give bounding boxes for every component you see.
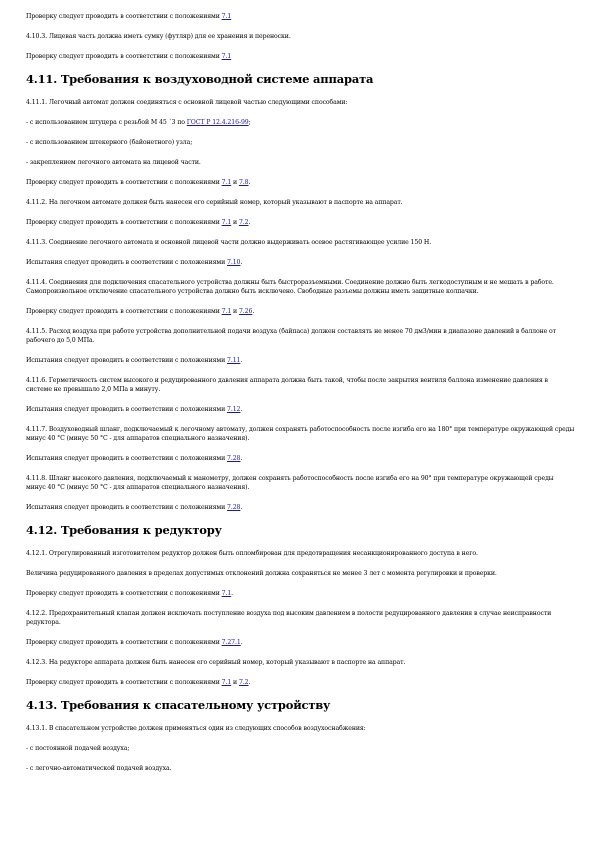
paragraph bbox=[26, 474, 575, 492]
text-run: 4.11.1. Легочный автомат должен соединяться с основной лицевой частью следующими способами: bbox=[26, 99, 348, 106]
text-run: 4.13.1. В спасательном устройстве должен применяться один из следующих способов воздухоснабжения: bbox=[26, 725, 366, 732]
paragraph bbox=[26, 405, 575, 414]
paragraph bbox=[26, 658, 575, 667]
text-run: 4.11.5. Расход воздуха при работе устройства дополнительной подачи воздуха (байпаса) должен составлять не менее 70 дм3/мин в диапазоне давлений в баллоне от рабочего до 5,0 МПа. bbox=[26, 328, 557, 344]
paragraph bbox=[26, 178, 575, 187]
text-run: 4.11.7. Воздуховодный шланг, подключаемый к легочному автомату, должен сохранять работоспособность после изгиба его на 180° при температуре окружающей среды минус 40 °С (минус 50 °С - для аппаратов специального назначения). bbox=[26, 426, 575, 442]
text-run: . bbox=[248, 679, 251, 686]
paragraph bbox=[26, 327, 575, 345]
text-run: и bbox=[231, 219, 239, 226]
paragraph bbox=[26, 724, 575, 733]
paragraph bbox=[26, 609, 575, 627]
text-run: Величина редуцированного давления в пределах допустимых отклонений должна сохраняться не менее 3 лет с момента регулировки и проверки. bbox=[26, 570, 497, 577]
text-run: Проверку следует проводить в соответствии с положениями bbox=[26, 308, 222, 315]
text-run: . bbox=[231, 590, 234, 597]
reference-link[interactable]: 7.1 bbox=[221, 53, 232, 60]
text-run: . bbox=[240, 639, 243, 646]
paragraph bbox=[26, 376, 575, 394]
text-run: - закреплением легочного автомата на лицевой части. bbox=[26, 159, 201, 166]
paragraph bbox=[26, 198, 575, 207]
paragraph bbox=[26, 678, 575, 687]
section-heading bbox=[26, 72, 575, 86]
text-run: 4.11.4. Соединения для подключения спасательного устройства должны быть быстроразъемными. Соединение должно быть легкодоступным и не мешать в работе. Самопроизвольное отключение спасательного устройства должно быть исключено. Свободные разъемы должны иметь защитные колпачки. bbox=[26, 279, 554, 295]
paragraph bbox=[26, 356, 575, 365]
text-run: . bbox=[240, 455, 243, 462]
text-run: ; bbox=[248, 119, 251, 126]
paragraph bbox=[26, 118, 575, 127]
reference-link[interactable]: 7.11 bbox=[227, 357, 241, 364]
section-heading bbox=[26, 523, 575, 537]
paragraph bbox=[26, 98, 575, 107]
reference-link[interactable]: 7.1 bbox=[221, 13, 232, 20]
text-run: - с использованием штуцера с резьбой М 45 ´3 по bbox=[26, 119, 187, 126]
paragraph bbox=[26, 764, 575, 773]
text-run: Проверку следует проводить в соответствии с положениями bbox=[26, 219, 222, 226]
paragraph bbox=[26, 12, 575, 21]
text-run: 4.10.3. Лицевая часть должна иметь сумку (футляр) для ее хранения и переноски. bbox=[26, 33, 291, 40]
text-run: и bbox=[231, 179, 239, 186]
text-run: . bbox=[248, 219, 251, 226]
paragraph bbox=[26, 32, 575, 41]
reference-link[interactable]: 7.2 bbox=[238, 679, 249, 686]
paragraph bbox=[26, 258, 575, 267]
reference-link[interactable]: 7.28 bbox=[227, 504, 241, 511]
text-run: . bbox=[240, 357, 243, 364]
text-run: Проверку следует проводить в соответствии с положениями bbox=[26, 639, 222, 646]
paragraph bbox=[26, 218, 575, 227]
text-run: Проверку следует проводить в соответствии с положениями bbox=[26, 590, 222, 597]
paragraph bbox=[26, 278, 575, 296]
reference-link[interactable]: 7.1 bbox=[221, 679, 232, 686]
section-heading bbox=[26, 698, 575, 712]
text-run: - с легочно-автоматической подачей воздуха. bbox=[26, 765, 172, 772]
text-run: 4.12.2. Предохранительный клапан должен исключать поступление воздуха под высоким давлением в полости редуцированного давления в случае неисправности редуктора. bbox=[26, 610, 552, 626]
paragraph bbox=[26, 744, 575, 753]
paragraph bbox=[26, 307, 575, 316]
text-run: . bbox=[248, 179, 251, 186]
paragraph bbox=[26, 549, 575, 558]
text-run: 4.11. Требования к воздуховодной системе аппарата bbox=[26, 72, 374, 86]
reference-link[interactable]: 7.27.1 bbox=[221, 639, 241, 646]
reference-link[interactable]: 7.12 bbox=[227, 406, 241, 413]
text-run: - с постоянной подачей воздуха; bbox=[26, 745, 130, 752]
text-run: 4.11.2. На легочном автомате должен быть нанесен его серийный номер, который указывают в паспорте на аппарат. bbox=[26, 199, 403, 206]
text-run: Испытания следует проводить в соответствии с положениями bbox=[26, 406, 228, 413]
text-run: 4.12.3. На редукторе аппарата должен быть нанесен его серийный номер, который указывают в паспорте на аппарат. bbox=[26, 659, 406, 666]
reference-link[interactable]: 7.1 bbox=[221, 308, 232, 315]
text-run: 4.11.3. Соединение легочного автомата и основной лицевой части должно выдерживать осевое растягивающее усилие 150 Н. bbox=[26, 239, 432, 246]
paragraph bbox=[26, 425, 575, 443]
paragraph bbox=[26, 503, 575, 512]
reference-link[interactable]: 7.1 bbox=[221, 590, 232, 597]
reference-link[interactable]: 7.1 bbox=[221, 219, 232, 226]
text-run: Испытания следует проводить в соответствии с положениями bbox=[26, 357, 228, 364]
text-run: Испытания следует проводить в соответствии с положениями bbox=[26, 504, 228, 511]
text-run: и bbox=[231, 679, 239, 686]
paragraph bbox=[26, 638, 575, 647]
reference-link[interactable]: 7.26 bbox=[238, 308, 253, 315]
text-run: 4.11.6. Герметичность систем высокого и редуцированного давления аппарата должна быть такой, чтобы после закрытия вентиля баллона изменение давления в системе не превышало 2,0 МПа в минуту. bbox=[26, 377, 548, 393]
paragraph bbox=[26, 52, 575, 61]
text-run: Проверку следует проводить в соответствии с положениями bbox=[26, 53, 222, 60]
paragraph bbox=[26, 569, 575, 578]
text-run: . bbox=[240, 406, 243, 413]
paragraph bbox=[26, 454, 575, 463]
text-run: 4.13. Требования к спасательному устройству bbox=[26, 698, 331, 712]
text-run: . bbox=[240, 504, 243, 511]
paragraph bbox=[26, 589, 575, 598]
text-run: 4.12.1. Отрегулированный изготовителем редуктор должен быть опломбирован для предотвращения несанкционированного доступа в него. bbox=[26, 550, 478, 557]
text-run: - с использованием штекерного (байонетного) узла; bbox=[26, 139, 193, 146]
text-run: . bbox=[240, 259, 243, 266]
text-run: и bbox=[231, 308, 239, 315]
text-run: Проверку следует проводить в соответствии с положениями bbox=[26, 13, 222, 20]
paragraph bbox=[26, 158, 575, 167]
reference-link[interactable]: 7.1 bbox=[221, 179, 232, 186]
reference-link[interactable]: 7.8 bbox=[238, 179, 249, 186]
paragraph bbox=[26, 238, 575, 247]
text-run: Проверку следует проводить в соответствии с положениями bbox=[26, 679, 222, 686]
text-run: 4.11.8. Шланг высокого давления, подключаемый к манометру, должен сохранять работоспособность после изгиба его на 90° при температуре окружающей среды минус 40 °С (минус 50 °С - для аппаратов специального назначения). bbox=[26, 475, 554, 491]
reference-link[interactable]: 7.2 bbox=[238, 219, 249, 226]
paragraph bbox=[26, 138, 575, 147]
reference-link[interactable]: 7.28 bbox=[227, 455, 241, 462]
text-run: Проверку следует проводить в соответствии с положениями bbox=[26, 179, 222, 186]
text-run: 4.12. Требования к редуктору bbox=[26, 523, 222, 537]
reference-link[interactable]: ГОСТ Р 12.4.216-99 bbox=[186, 119, 249, 126]
text-run: Испытания следует проводить в соответствии с положениями bbox=[26, 259, 228, 266]
text-run: . bbox=[252, 308, 255, 315]
reference-link[interactable]: 7.10 bbox=[227, 259, 241, 266]
text-run: Испытания следует проводить в соответствии с положениями bbox=[26, 455, 228, 462]
